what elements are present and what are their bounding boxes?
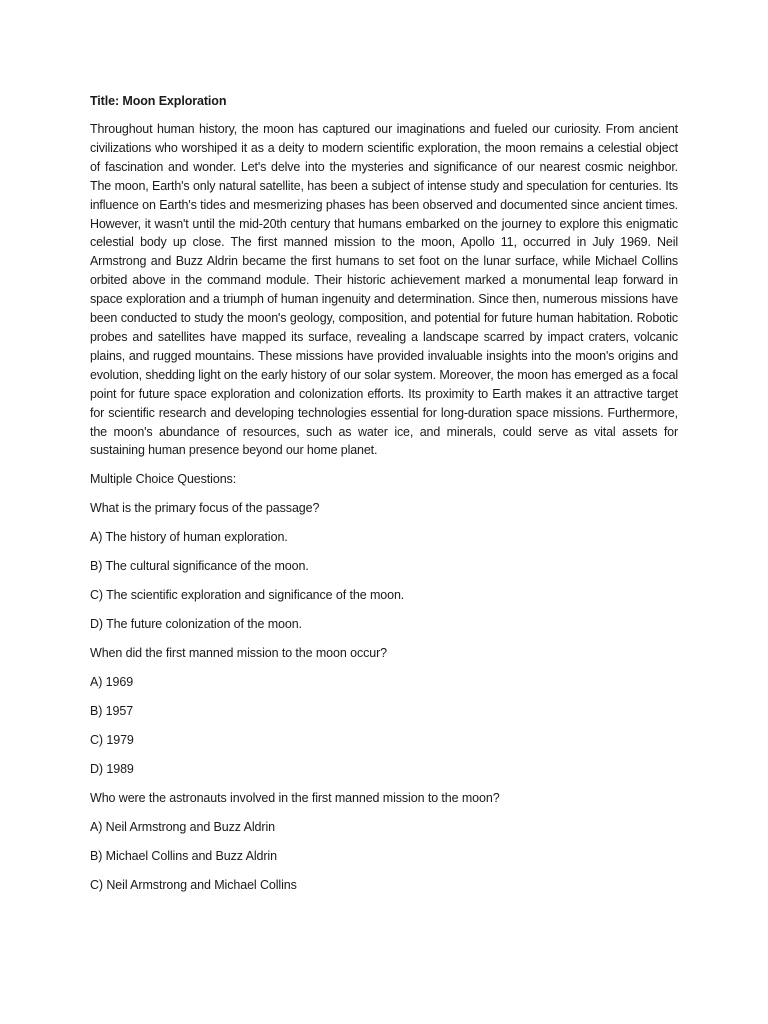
question-text: Who were the astronauts involved in the first manned mission to the moon? [90,791,500,806]
answer-option: B) 1957 [90,704,134,719]
answer-option: D) 1989 [90,762,134,777]
mcq-heading: Multiple Choice Questions: [90,472,237,487]
question-3 [90,789,678,895]
reading-passage: Throughout human history, the moon has captured our imaginations and fueled our curiosity. From ancient civilizations who worshiped it as a deity to modern scientific exploration, the moon remains a celestial object of fascination and wonder. Let's delve into the mysteries and significance of our nearest cosmic neighbor. The moon, Earth's only natural satellite, has been a subject of intense study and speculation for centuries. Its influence on Earth's tides and mesmerizing phases has been observed and documented since ancient times. However, it wasn't until the mid-20th century that humans embarked on the journey to explore this enigmatic celestial body up close. The first manned mission to the moon, Apollo 11, occurred in July 1969. Neil Armstrong and Buzz Aldrin became the first humans to set foot on the lunar surface, while Michael Collins orbited above in the command module. Their historic achievement marked a monumental leap forward in space exploration and a triumph of human ingenuity and determination. Since then, numerous missions have been conducted to study the moon's geology, composition, and potential for future human habitation. Robotic probes and satellites have mapped its surface, revealing a landscape scarred by impact craters, volcanic plains, and rugged mountains. These missions have provided invaluable insights into the moon's origins and evolution, shedding light on the early history of our solar system. Moreover, the moon has emerged as a focal point for future space exploration and colonization efforts. Its proximity to Earth makes it an attractive target for scientific research and developing technologies essential for long-duration space missions. Furthermore, the moon's abundance of resources, such as water ice, and minerals, could serve as vital assets for sustaining human presence beyond our home planet. [90,122,678,458]
question-text: What is the primary focus of the passage? [90,501,320,516]
answer-option: C) Neil Armstrong and Michael Collins [90,878,297,893]
question-text: When did the first manned mission to the moon occur? [90,646,388,661]
answer-option: B) Michael Collins and Buzz Aldrin [90,849,277,864]
answer-option: A) 1969 [90,675,134,690]
answer-option: C) The scientific exploration and significance of the moon. [90,588,405,603]
answer-option: B) The cultural significance of the moon. [90,559,309,574]
answer-option: A) The history of human exploration. [90,530,288,545]
document-title: Title: Moon Exploration [90,94,227,108]
answer-option: A) Neil Armstrong and Buzz Aldrin [90,820,275,835]
question-2 [90,644,678,779]
answer-option: D) The future colonization of the moon. [90,617,302,632]
question-1 [90,499,678,634]
answer-option: C) 1979 [90,733,134,748]
